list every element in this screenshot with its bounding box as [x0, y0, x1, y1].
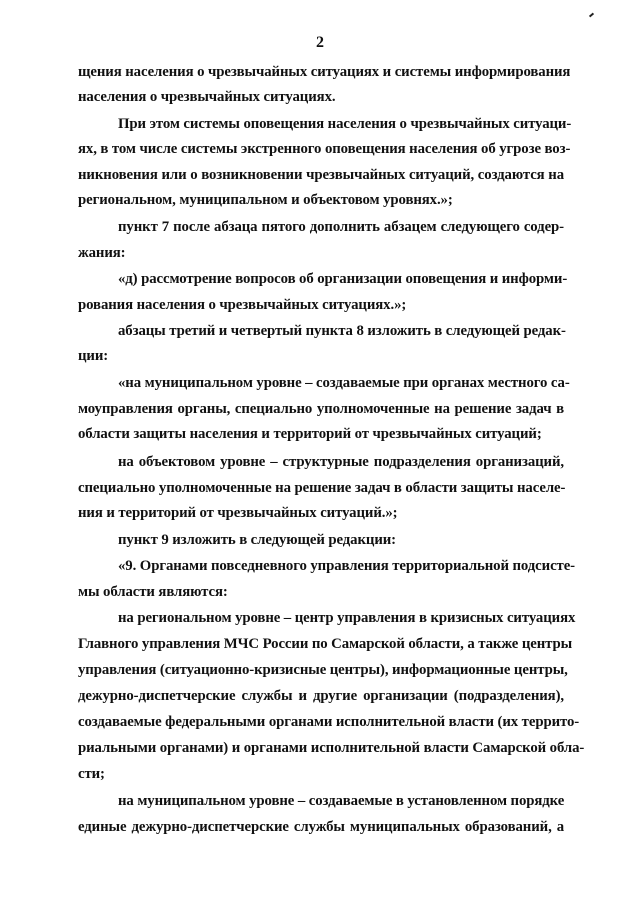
text-line: населения о чрезвычайных ситуациях.: [78, 89, 336, 105]
text-line: При этом системы оповещения населения о чрезвычайных ситуаци-: [118, 116, 572, 132]
text-line: моуправления органы, специально уполномоченные на решение задач в: [78, 401, 564, 417]
text-line: рования населения о чрезвычайных ситуациях.»;: [78, 297, 407, 313]
text-line: пункт 7 после абзаца пятого дополнить абзацем следующего содер-: [118, 219, 564, 235]
text-line: мы области являются:: [78, 584, 228, 600]
text-line: «на муниципальном уровне – создаваемые при органах местного са-: [118, 375, 570, 391]
text-line: на муниципальном уровне – создаваемые в установленном порядке: [118, 793, 565, 809]
text-line: жания:: [78, 245, 126, 261]
text-line: управления (ситуационно-кризисные центры), информационные центры,: [78, 662, 568, 678]
text-line: ния и территорий от чрезвычайных ситуаций.»;: [78, 505, 398, 521]
text-line: на объектовом уровне – структурные подразделения организаций,: [118, 454, 564, 470]
text-line: ях, в том числе системы экстренного оповещения населения об угрозе воз-: [78, 141, 571, 157]
text-line: «д) рассмотрение вопросов об организации оповещения и информи-: [118, 271, 568, 287]
text-line: создаваемые федеральными органами исполнительной власти (их террито-: [78, 714, 580, 730]
text-line: единые дежурно-диспетчерские службы муниципальных образований, а: [78, 819, 564, 835]
text-line: специально уполномоченные на решение задач в области защиты населе-: [78, 480, 566, 496]
text-line: на региональном уровне – центр управления в кризисных ситуациях: [118, 610, 576, 626]
text-line: дежурно-диспетчерские службы и другие организации (подразделения),: [78, 688, 564, 704]
text-line: абзацы третий и четвертый пункта 8 изложить в следующей редак-: [118, 323, 566, 339]
text-line: пункт 9 изложить в следующей редакции:: [118, 532, 397, 548]
text-line: никновения или о возникновении чрезвычайных ситуаций, создаются на: [78, 167, 564, 183]
text-line: сти;: [78, 766, 105, 782]
text-line: Главного управления МЧС России по Самарской области, а также центры: [78, 636, 573, 652]
text-line: «9. Органами повседневного управления территориальной подсисте-: [118, 558, 575, 574]
text-line: региональном, муниципальном и объектовом уровнях.»;: [78, 192, 453, 208]
page-number: 2: [316, 34, 324, 51]
text-line: ции:: [78, 348, 109, 364]
scan-mark: [589, 13, 594, 18]
text-line: щения населения о чрезвычайных ситуациях и системы информирования: [78, 64, 571, 80]
text-line: риальными органами) и органами исполнительной власти Самарской обла-: [78, 740, 585, 756]
text-line: области защиты населения и территорий от чрезвычайных ситуаций;: [78, 426, 542, 442]
